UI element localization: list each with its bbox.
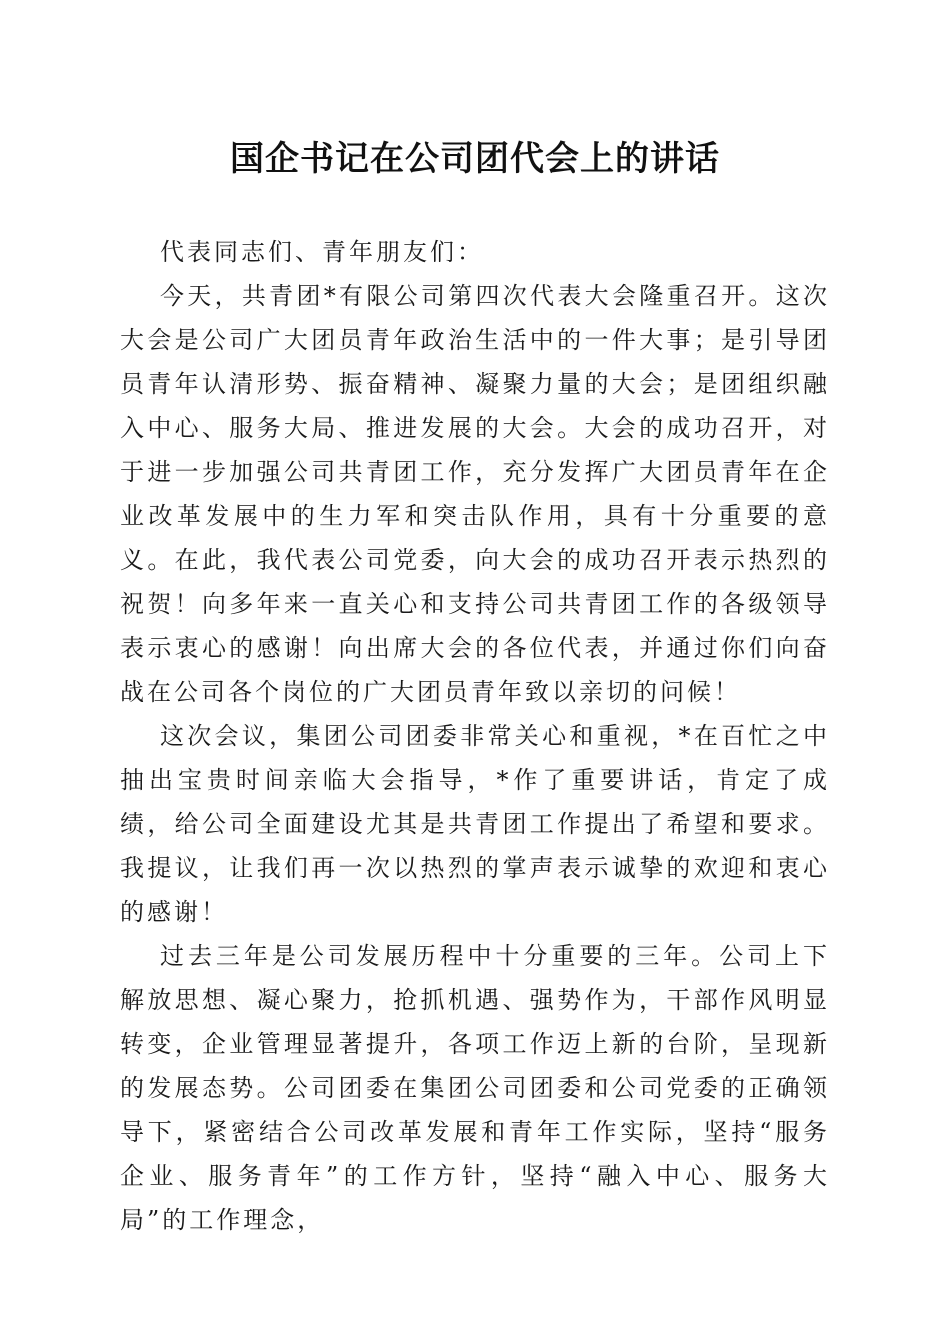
salutation-paragraph: 代表同志们、青年朋友们：: [160, 238, 484, 266]
document-title: 国企书记在公司团代会上的讲话: [230, 139, 720, 179]
document-body: [120, 230, 830, 1242]
review-paragraph: 过去三年是公司发展历程中十分重要的三年。公司上下解放思想、凝心聚力，抢抓机遇、强势作为，干部作风明显转变，企业管理显著提升，各项工作迈上新的台阶，呈现新的发展态势。公司团委在集团公司团委和公司党委的正确领导下，紧密结合公司改革发展和青年工作实际，坚持“服务企业、服务青年”的工作方针，坚持“融入中心、服务大局”的工作理念，: [120, 942, 830, 1234]
opening-paragraph: 今天，共青团*有限公司第四次代表大会隆重召开。这次大会是公司广大团员青年政治生活中的一件大事；是引导团员青年认清形势、振奋精神、凝聚力量的大会；是团组织融入中心、服务大局、推进发展的大会。大会的成功召开，对于进一步加强公司共青团工作，充分发挥广大团员青年在企业改革发展中的生力军和突击队作用，具有十分重要的意义。在此，我代表公司党委，向大会的成功召开表示热烈的祝贺！向多年来一直关心和支持公司共青团工作的各级领导表示衷心的感谢！向出席大会的各位代表，并通过你们向奋战在公司各个岗位的广大团员青年致以亲切的问候！: [120, 282, 830, 706]
thanks-paragraph: 这次会议，集团公司团委非常关心和重视，*在百忙之中抽出宝贵时间亲临大会指导，*作了重要讲话，肯定了成绩，给公司全面建设尤其是共青团工作提出了希望和要求。我提议，让我们再一次以热烈的掌声表示诚挚的欢迎和衷心的感谢！: [120, 722, 830, 926]
